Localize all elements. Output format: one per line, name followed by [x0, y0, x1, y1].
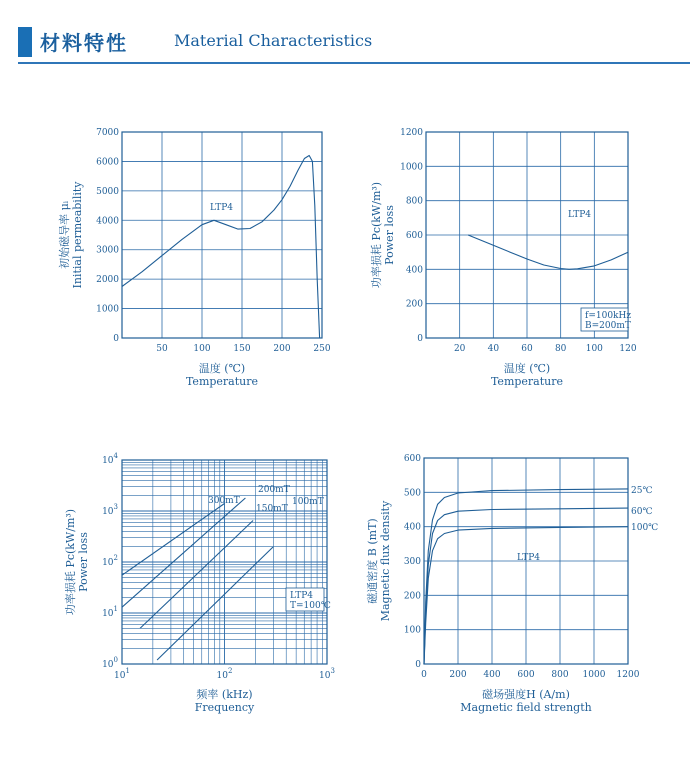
y-tick-label: $10^3$: [102, 503, 118, 517]
y-tick-label: 600: [405, 231, 423, 241]
x-tick-label: 400: [483, 670, 501, 680]
series-label: LTP4: [568, 210, 592, 220]
header: [0, 0, 700, 64]
y-tick-label: 500: [403, 488, 421, 499]
series-label: 200mT: [258, 485, 290, 495]
y-tick-label: 300: [403, 557, 421, 567]
x-tick-label: 100: [585, 344, 603, 354]
y-tick-label: 1000: [96, 304, 119, 315]
y-tick-label: $10^0$: [102, 656, 118, 670]
x-tick-label: 200: [273, 344, 291, 354]
annotation-text: LTP4: [517, 553, 541, 563]
y-axis-label: Power loss: [77, 532, 90, 592]
series-label: 100mT: [292, 497, 324, 507]
x-tick-label: 20: [453, 344, 466, 354]
series-line: [468, 235, 628, 269]
x-tick-label: 50: [156, 344, 168, 354]
y-tick-label: 1000: [400, 162, 423, 173]
y-tick-label: 1200: [400, 128, 423, 138]
y-tick-label: $10^4$: [102, 452, 118, 466]
x-tick-label: 120: [619, 344, 637, 354]
x-tick-label: 100: [193, 344, 211, 354]
series-label: 100℃: [631, 523, 659, 533]
y-axis-label-zh: 磁通密度 B (mT): [366, 518, 379, 604]
page-title-en: Material Characteristics: [174, 31, 373, 50]
y-axis-label-zh: 功率损耗 Pc(kW/m³): [370, 181, 383, 289]
x-axis-label-zh: 频率 (kHz): [196, 688, 253, 701]
y-tick-label: 400: [403, 522, 421, 533]
y-tick-label: 5000: [96, 186, 119, 197]
y-axis-label: Initial permeability: [71, 181, 84, 289]
x-axis-label-zh: 温度 (℃): [503, 362, 551, 375]
y-tick-label: 400: [405, 265, 423, 276]
x-axis-label: Magnetic field strength: [460, 701, 592, 714]
x-tick-label: 1200: [616, 670, 640, 680]
series-line: [157, 547, 273, 660]
header-accent-bar: [18, 27, 32, 57]
y-tick-label: 3000: [96, 245, 119, 256]
y-tick-label: 2000: [96, 275, 119, 286]
x-tick-label: 200: [449, 670, 467, 680]
y-tick-label: 800: [405, 196, 423, 207]
permeability-vs-temperature-chart: [60, 118, 340, 408]
x-tick-label: 800: [551, 670, 569, 680]
series-label: 25℃: [631, 486, 653, 496]
x-tick-label: 1000: [582, 670, 606, 680]
y-axis-label: Power loss: [383, 205, 396, 265]
series-label: 150mT: [256, 504, 288, 514]
x-tick-label: $10^3$: [319, 667, 335, 681]
x-tick-label: 150: [233, 344, 251, 354]
y-axis-label: Magnetic flux density: [379, 500, 392, 622]
bh-curve-chart: [366, 448, 670, 738]
x-tick-label: 250: [313, 344, 331, 354]
series-label: 60℃: [631, 507, 653, 517]
series-line: [140, 521, 253, 629]
x-tick-label: 80: [554, 344, 567, 354]
x-tick-label: 60: [521, 344, 533, 354]
page-title-zh: 材料特性: [40, 31, 128, 55]
y-tick-label: 200: [403, 591, 421, 602]
y-tick-label: 600: [403, 454, 421, 464]
plot-frame: [122, 132, 322, 338]
x-tick-label: 40: [487, 344, 500, 354]
annotation-text: B=200mT: [585, 321, 631, 331]
x-axis-label: Temperature: [490, 375, 564, 388]
x-axis-label: Frequency: [194, 701, 255, 714]
y-tick-label: $10^2$: [102, 554, 118, 568]
y-tick-label: 7000: [96, 128, 119, 138]
y-tick-label: 0: [417, 334, 423, 344]
annotation-text: T=100℃: [290, 601, 331, 611]
x-tick-label: 0: [421, 670, 427, 680]
y-tick-label: 100: [403, 625, 421, 636]
header-rule: [18, 62, 690, 64]
series-line: [122, 156, 320, 339]
x-tick-label: $10^1$: [114, 667, 130, 681]
x-axis-label-zh: 磁场强度H (A/m): [482, 688, 570, 701]
y-tick-label: 0: [415, 660, 421, 670]
power-loss-vs-frequency-chart: [60, 448, 350, 738]
x-tick-label: $10^2$: [216, 667, 233, 681]
x-axis-label: Temperature: [185, 375, 259, 388]
y-tick-label: $10^1$: [102, 605, 118, 619]
series-label: LTP4: [210, 203, 234, 213]
annotation-text: LTP4: [290, 591, 314, 601]
y-tick-label: 0: [113, 334, 119, 344]
series-label: 300mT: [208, 496, 240, 506]
y-tick-label: 6000: [96, 157, 119, 168]
y-axis-label-zh: 功率损耗 Pc(kW/m³): [64, 508, 77, 616]
power-loss-vs-temperature-chart: [370, 118, 670, 408]
x-tick-label: 600: [517, 670, 535, 680]
annotation-text: f=100kHz: [585, 311, 632, 321]
y-tick-label: 4000: [96, 216, 119, 227]
y-tick-label: 200: [405, 299, 423, 310]
x-axis-label-zh: 温度 (℃): [198, 362, 246, 375]
y-axis-label-zh: 初始磁导率 μᵢ: [58, 201, 71, 269]
